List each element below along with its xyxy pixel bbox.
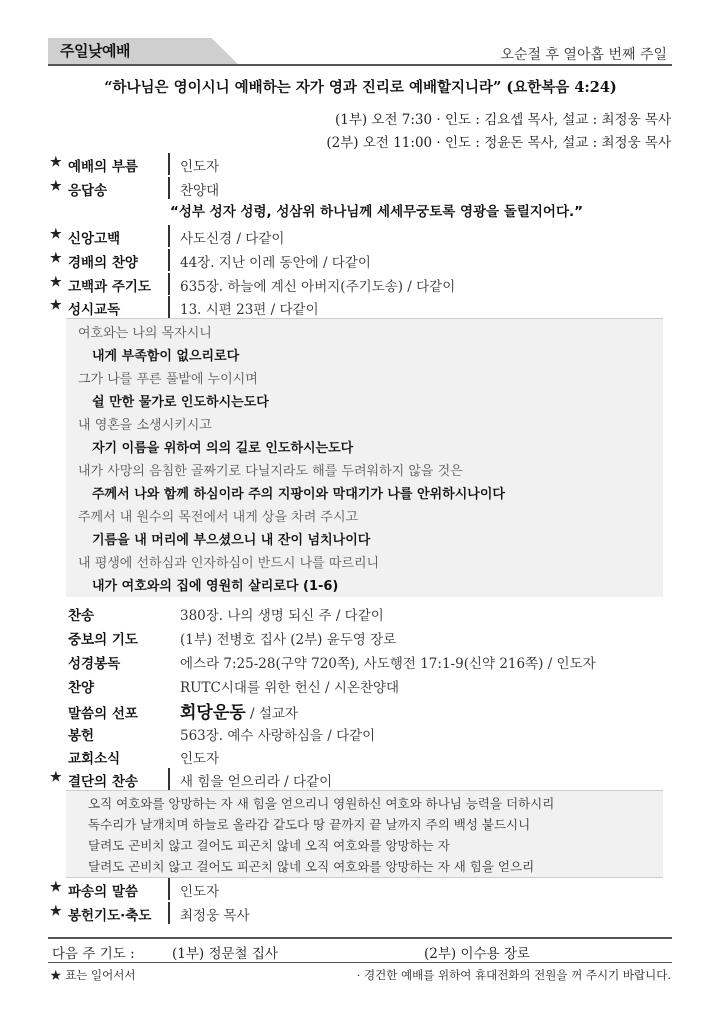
divider [168, 273, 170, 295]
order-item [48, 721, 672, 745]
divider [168, 249, 170, 271]
header-divider [48, 64, 672, 66]
service-schedule-2: (2부) 오전 11:00 · 인도 : 정윤돈 목사, 설교 : 최정웅 목사 [326, 135, 671, 151]
order-item-label: 교회소식 [68, 751, 121, 767]
divider [168, 902, 170, 924]
psalm-line-leader: 그가 나를 푸른 풀밭에 누이시며 [78, 372, 258, 387]
order-item [48, 295, 672, 319]
order-item [48, 673, 672, 697]
divider [168, 153, 170, 175]
hymn-line: 달려도 곤비치 않고 걸어도 피곤치 않네 오직 여호와를 앙망하는 자 [88, 838, 450, 853]
stand-note: ★ 표는 일어서서 [50, 968, 136, 982]
order-item-label: 응답송 [68, 183, 108, 199]
hymn-line: 독수리가 날개치며 하늘로 올라감 같도다 땅 끝까지 끝 날까지 주의 백성 붙드시니 [88, 817, 531, 832]
next-week-prayer-2: (2부) 이수용 장로 [424, 946, 530, 962]
order-item-label: 말씀의 선포 [68, 706, 138, 722]
divider [168, 225, 170, 247]
doxology: “성부 성자 성령, 성삼위 하나님께 세세무궁토록 영광을 돌릴지어다.” [170, 204, 584, 220]
service-schedule-1: (1부) 오전 7:30 · 인도 : 김요셉 목사, 설교 : 최정웅 목사 [334, 112, 671, 128]
order-item [48, 601, 672, 625]
order-item-label: 봉헌 [68, 728, 95, 744]
psalm-line-congregation: 자기 이름을 위하여 의의 길로 인도하시는도다 [92, 441, 354, 456]
order-item-value: 최정웅 목사 [180, 908, 250, 924]
order-item-label: 봉헌기도·축도 [68, 908, 152, 924]
order-item-value: 인도자 [180, 751, 220, 767]
order-item [48, 649, 672, 673]
divider [168, 878, 170, 900]
hymn-line: 달려도 곤비치 않고 걸어도 피곤치 않네 오직 여호와를 앙망하는 자 새 힘을 얻으리 [88, 859, 535, 874]
stand-star-icon: ★ [50, 298, 62, 313]
psalm-line-leader: 내 평생에 선하심과 인자하심이 반드시 나를 따르리니 [78, 556, 380, 571]
order-item-label: 결단의 찬송 [68, 774, 138, 790]
next-week-prayer-label: 다음 주 기도 : [52, 946, 135, 962]
sermon-title: 회당운동 [180, 703, 246, 723]
order-item [48, 767, 672, 791]
psalm-line-leader: 주께서 내 원수의 목전에서 내게 상을 차려 주시고 [78, 510, 359, 525]
stand-star-icon: ★ [50, 179, 62, 194]
order-item [48, 272, 672, 296]
sermon-preacher: / 설교자 [245, 706, 298, 722]
order-item-label: 성시교독 [68, 302, 121, 318]
order-item [48, 248, 672, 272]
order-item-label: 성경봉독 [68, 656, 121, 672]
footer-divider-top [48, 937, 672, 939]
order-item-label: 신앙고백 [68, 231, 121, 247]
divider [168, 296, 170, 318]
psalm-line-congregation: 쉴 만한 물가로 인도하시는도다 [92, 395, 269, 410]
order-item-value: 새 힘을 얻으리라 / 다같이 [180, 774, 333, 790]
order-item [48, 901, 672, 925]
order-item-value: 563장. 예수 사랑하심을 / 다같이 [180, 728, 376, 744]
order-item-label: 찬송 [68, 608, 95, 624]
sermon-value [180, 698, 298, 723]
stand-star-icon: ★ [50, 155, 62, 170]
order-item [48, 176, 672, 200]
order-item [48, 744, 672, 768]
psalm-line-congregation: 기름을 내 머리에 부으셨으니 내 잔이 넘치나이다 [92, 533, 371, 548]
psalm-line-congregation: 내가 여호와의 집에 영원히 살리로다 (1-6) [92, 579, 339, 594]
divider [168, 177, 170, 199]
order-item-value: RUTC시대를 위한 헌신 / 시온찬양대 [180, 680, 400, 696]
order-item-value: 13. 시편 23편 / 다같이 [180, 302, 319, 318]
phone-notice: · 경건한 예배를 위하여 휴대전화의 전원을 꺼 주시기 바랍니다. [356, 968, 671, 982]
order-item-value: 인도자 [180, 884, 220, 900]
order-item-label: 고백과 주기도 [68, 279, 151, 295]
order-item [48, 625, 672, 649]
stand-star-icon: ★ [50, 880, 62, 895]
liturgical-sunday: 오순절 후 열아홉 번째 주일 [500, 47, 667, 63]
stand-star-icon: ★ [50, 275, 62, 290]
footer-divider-bottom [48, 962, 672, 963]
psalm-line-congregation: 주께서 나와 함께 하심이라 주의 지팡이와 막대기가 나를 안위하시나이다 [92, 487, 505, 502]
stand-star-icon: ★ [50, 904, 62, 919]
page-title: 주일낮예배 [60, 42, 130, 60]
order-item-value: 635장. 하늘에 계신 아버지(주기도송) / 다같이 [180, 279, 456, 295]
psalm-line-leader: 여호와는 나의 목자시니 [78, 326, 212, 341]
order-item-label: 찬양 [68, 680, 95, 696]
divider [168, 768, 170, 790]
order-item-label: 경배의 찬양 [68, 255, 138, 271]
order-item-value: 에스라 7:25-28(구약 720쪽), 사도행전 17:1-9(신약 216쪽) / 인도자 [180, 656, 596, 672]
next-week-prayer-1: (1부) 정문철 집사 [172, 946, 278, 962]
order-item-value: 찬양대 [180, 183, 220, 199]
order-item [48, 152, 672, 176]
stand-star-icon: ★ [50, 251, 62, 266]
theme-verse: “하나님은 영이시니 예배하는 자가 영과 진리로 예배할지니라” (요한복음 4:24) [104, 79, 617, 96]
psalm-line-leader: 내가 사망의 음침한 골짜기로 다닐지라도 해를 두려워하지 않을 것은 [78, 464, 463, 479]
order-item-label: 중보의 기도 [68, 632, 138, 648]
order-item-value: (1부) 전병호 집사 (2부) 윤두영 장로 [180, 632, 397, 648]
psalm-line-leader: 내 영혼을 소생시키시고 [78, 418, 212, 433]
stand-star-icon: ★ [50, 227, 62, 242]
order-item [48, 224, 672, 248]
order-item-label: 파송의 말씀 [68, 884, 138, 900]
psalm-line-congregation: 내게 부족함이 없으리로다 [92, 349, 240, 364]
stand-star-icon: ★ [50, 770, 62, 785]
order-item-label: 예배의 부름 [68, 159, 138, 175]
order-item-value: 인도자 [180, 159, 220, 175]
order-item-value: 380장. 나의 생명 되신 주 / 다같이 [180, 608, 384, 624]
order-item [48, 877, 672, 901]
hymn-line: 오직 여호와를 앙망하는 자 새 힘을 얻으리니 영원하신 여호와 하나님 능력을 더하시리 [88, 796, 555, 811]
order-item-value: 사도신경 / 다같이 [180, 231, 285, 247]
order-item-value: 44장. 지난 이레 동안에 / 다같이 [180, 255, 371, 271]
